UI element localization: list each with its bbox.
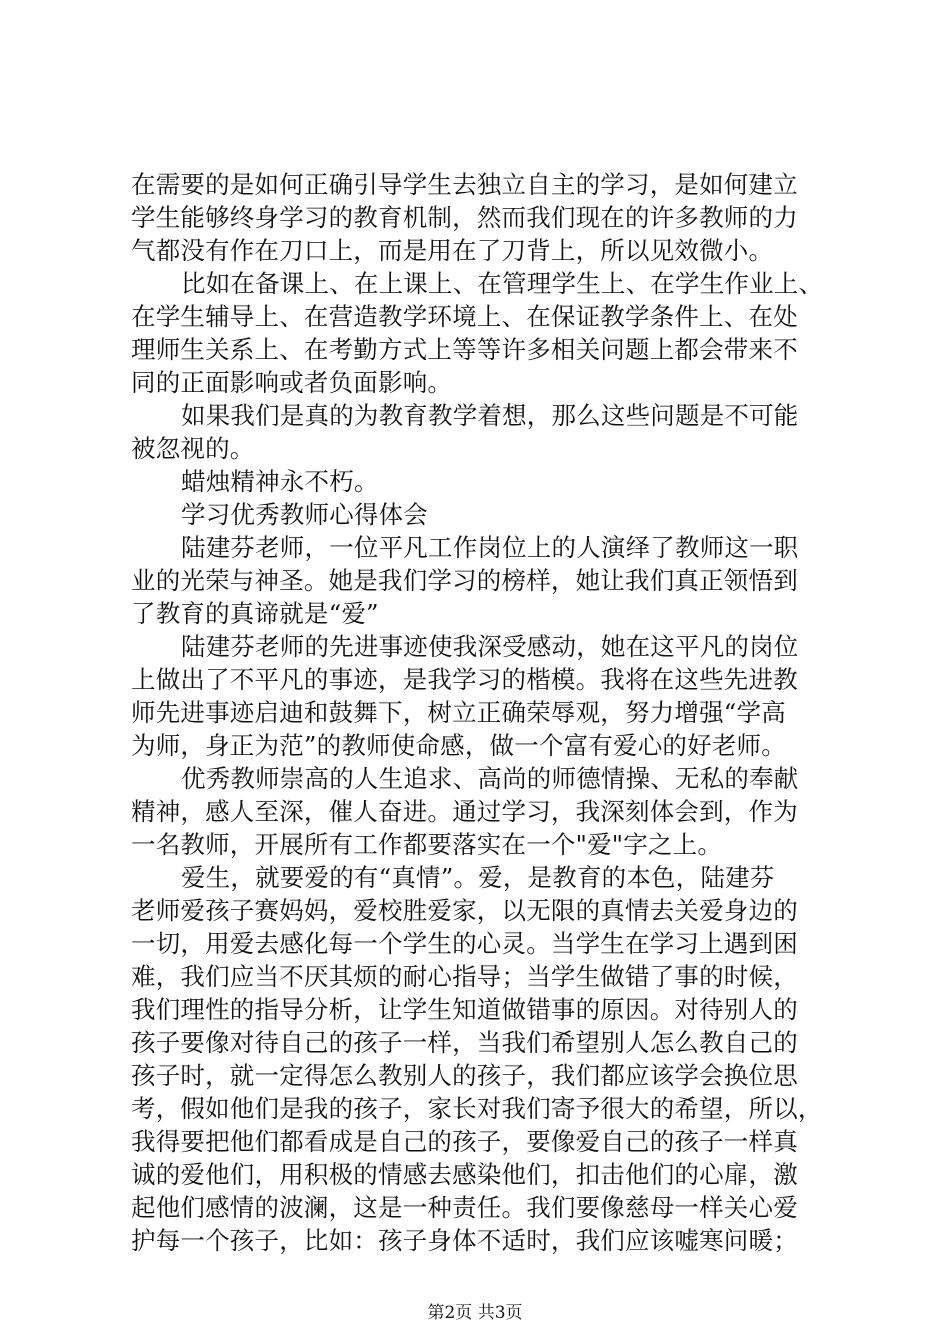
text-line: 如果我们是真的为教育教学着想，那么这些问题是不可能 [181, 401, 799, 430]
text-line: 陆建芬老师的先进事迹使我深受感动，她在这平凡的岗位 [181, 632, 799, 661]
text-line: 在学生辅导上、在营造教学环境上、在保证教学条件上、在处 [131, 302, 798, 331]
document-body [131, 168, 831, 1257]
text-line: 孩子要像对待自己的孩子一样，当我们希望别人怎么教自己的 [131, 1028, 798, 1057]
text-line: 理师生关系上、在考勤方式上等等许多相关问题上都会带来不 [131, 335, 798, 364]
text-line: 师先进事迹启迪和鼓舞下，树立正确荣辱观，努力增强“学高 [131, 698, 786, 727]
text-line: 比如在备课上、在上课上、在管理学生上、在学生作业上、 [181, 269, 824, 298]
text-line: 爱生，就要爱的有“真情”。爱，是教育的本色，陆建芬 [181, 863, 775, 892]
text-line: 考，假如他们是我的孩子，家长对我们寄予很大的希望，所以， [131, 1094, 823, 1123]
text-line: 诚的爱他们，用积极的情感去感染他们，扣击他们的心扉，激 [131, 1160, 798, 1189]
text-line: 学习优秀教师心得体会 [181, 500, 428, 529]
text-line: 老师爱孩子赛妈妈，爱校胜爱家，以无限的真情去关爱身边的 [131, 896, 798, 925]
text-line: 上做出了不平凡的事迹，是我学习的楷模。我将在这些先进教 [131, 665, 798, 694]
text-line: 我得要把他们都看成是自己的孩子，要像爱自己的孩子一样真 [131, 1127, 798, 1156]
text-line: 护每一个孩子，比如：孩子身体不适时，我们应该嘘寒问暖； [131, 1226, 798, 1255]
text-line: 难，我们应当不厌其烦的耐心指导；当学生做错了事的时候， [131, 962, 798, 991]
text-line: 为师，身正为范”的教师使命感，做一个富有爱心的好老师。 [131, 731, 786, 760]
text-line: 我们理性的指导分析，让学生知道做错事的原因。对待别人的 [131, 995, 798, 1024]
text-line: 陆建芬老师，一位平凡工作岗位上的人演绎了教师这一职 [181, 533, 799, 562]
text-line: 同的正面影响或者负面影响。 [131, 368, 453, 397]
page-footer: 第2页 共3页 [427, 1303, 523, 1323]
text-line: 蜡烛精神永不朽。 [181, 467, 379, 496]
text-line: 气都没有作在刀口上，而是用在了刀背上，所以见效微小。 [131, 236, 774, 265]
text-line: 精神，感人至深，催人奋进。通过学习，我深刻体会到，作为 [131, 797, 798, 826]
text-line: 起他们感情的波澜，这是一种责任。我们要像慈母一样关心爱 [131, 1193, 798, 1222]
text-line: 一切，用爱去感化每一个学生的心灵。当学生在学习上遇到困 [131, 929, 798, 958]
text-line: 优秀教师崇高的人生追求、高尚的师德情操、无私的奉献 [181, 764, 799, 793]
text-line: 业的光荣与神圣。她是我们学习的榜样，她让我们真正领悟到 [131, 566, 798, 595]
text-line: 了教育的真谛就是“爱” [131, 599, 379, 628]
text-line: 学生能够终身学习的教育机制，然而我们现在的许多教师的力 [131, 203, 798, 232]
text-line: 在需要的是如何正确引导学生去独立自主的学习，是如何建立 [131, 170, 798, 199]
text-line: 一名教师，开展所有工作都要落实在一个"爱"字之上。 [131, 830, 723, 859]
text-line: 孩子时，就一定得怎么教别人的孩子，我们都应该学会换位思 [131, 1061, 798, 1090]
text-line: 被忽视的。 [131, 434, 255, 463]
